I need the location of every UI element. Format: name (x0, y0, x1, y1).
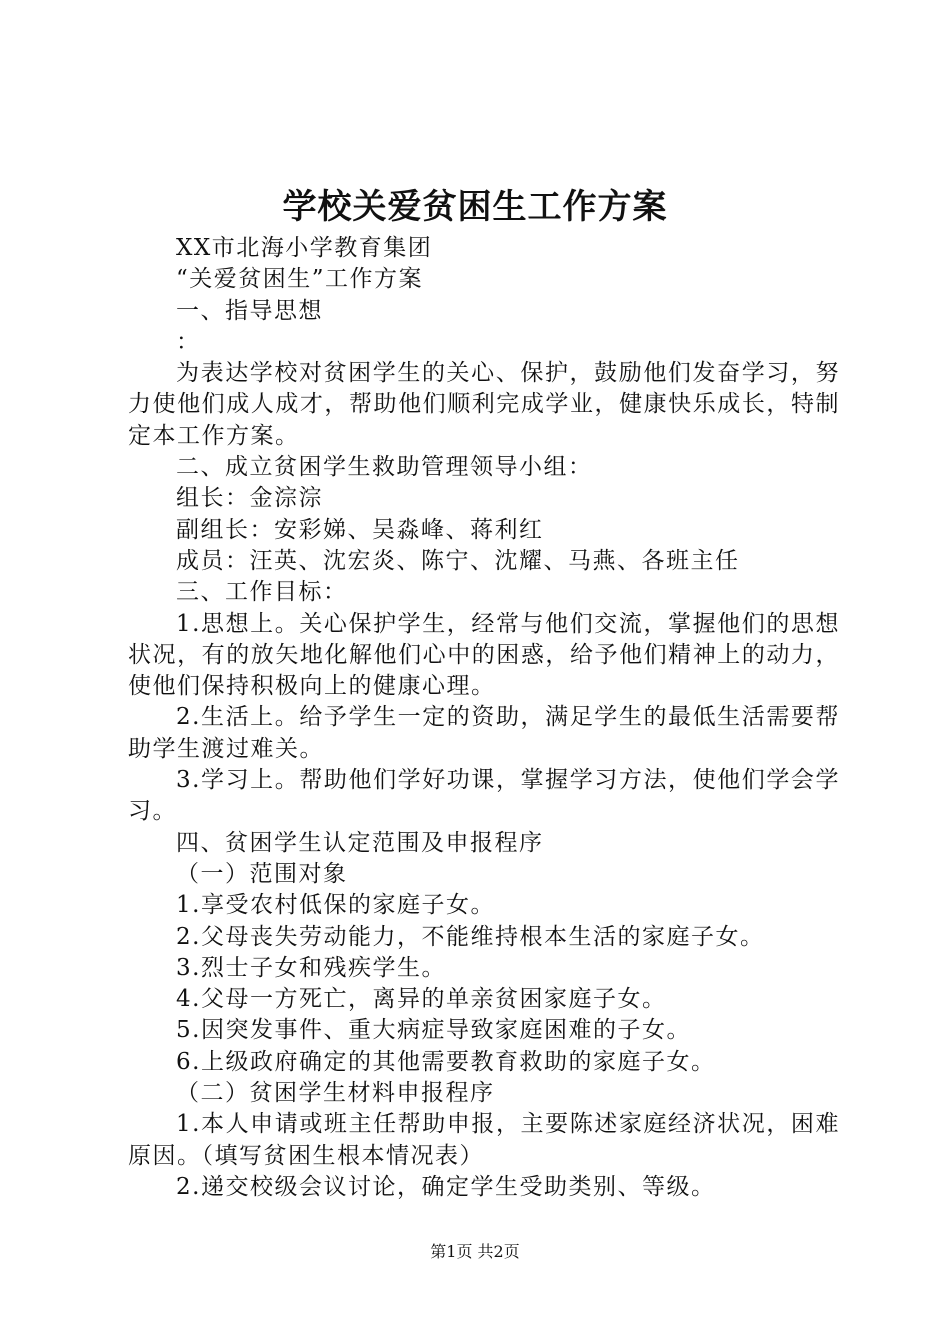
list-item-goal-life: 2.生活上。给予学生一定的资助，满足学生的最低生活需要帮助学生渡过难关。 (128, 704, 840, 762)
paragraph-members: 成员：汪英、沈宏炎、陈宁、沈耀、马燕、各班主任 (176, 547, 740, 574)
section-heading-scope-procedure: 四、贫困学生认定范围及申报程序 (176, 829, 544, 856)
paragraph-organization: XX市北海小学教育集团 (176, 235, 433, 261)
section-heading-guiding-thought: 一、指导思想 (176, 297, 323, 324)
section-heading-leadership-group: 二、成立贫困学生救助管理领导小组： (176, 454, 593, 481)
list-item-scope-1: 1.享受农村低保的家庭子女。 (176, 892, 495, 919)
list-item-scope-2: 2.父母丧失劳动能力，不能维持根本生活的家庭子女。 (176, 923, 765, 950)
paragraph-group-leader: 组长：金淙淙 (176, 485, 323, 512)
list-item-goal-study: 3.学习上。帮助他们学好功课，掌握学习方法，使他们学会学习。 (128, 767, 840, 825)
list-item-scope-6: 6.上级政府确定的其他需要教育救助的家庭子女。 (176, 1048, 716, 1075)
document-title: 学校关爱贫困生工作方案 (282, 187, 668, 227)
list-item-scope-4: 4.父母一方死亡，离异的单亲贫困家庭子女。 (176, 986, 667, 1013)
section-heading-work-goals: 三、工作目标： (176, 579, 348, 606)
paragraph-deputy-leaders: 副组长：安彩娣、吴淼峰、蒋利红 (176, 516, 544, 543)
paragraph-colon: ： (176, 328, 201, 355)
list-item-goal-thought: 1.思想上。关心保护学生，经常与他们交流，掌握他们的思想状况，有的放矢地化解他们心中的困惑，给予他们精神上的动力，使他们保持积极向上的健康心理。 (128, 610, 840, 700)
page-number: 第1页 共2页 (430, 1242, 520, 1261)
subheading-procedure: （二）贫困学生材料申报程序 (176, 1080, 495, 1107)
list-item-scope-5: 5.因突发事件、重大病症导致家庭困难的子女。 (176, 1017, 691, 1044)
list-item-scope-3: 3.烈士子女和残疾学生。 (176, 954, 446, 981)
document-body (128, 233, 840, 1203)
paragraph-plan-name: “关爱贫困生”工作方案 (176, 266, 424, 293)
subheading-scope: （一）范围对象 (176, 860, 348, 887)
list-item-procedure-2: 2.递交校级会议讨论，确定学生受助类别、等级。 (176, 1173, 716, 1200)
list-item-procedure-1: 1.本人申请或班主任帮助申报，主要陈述家庭经济状况，困难原因。（填写贫困生根本情况表） (128, 1111, 840, 1169)
paragraph-purpose: 为表达学校对贫困学生的关心、保护，鼓励他们发奋学习，努力使他们成人成才，帮助他们顺利完成学业，健康快乐成长，特制定本工作方案。 (128, 360, 840, 449)
